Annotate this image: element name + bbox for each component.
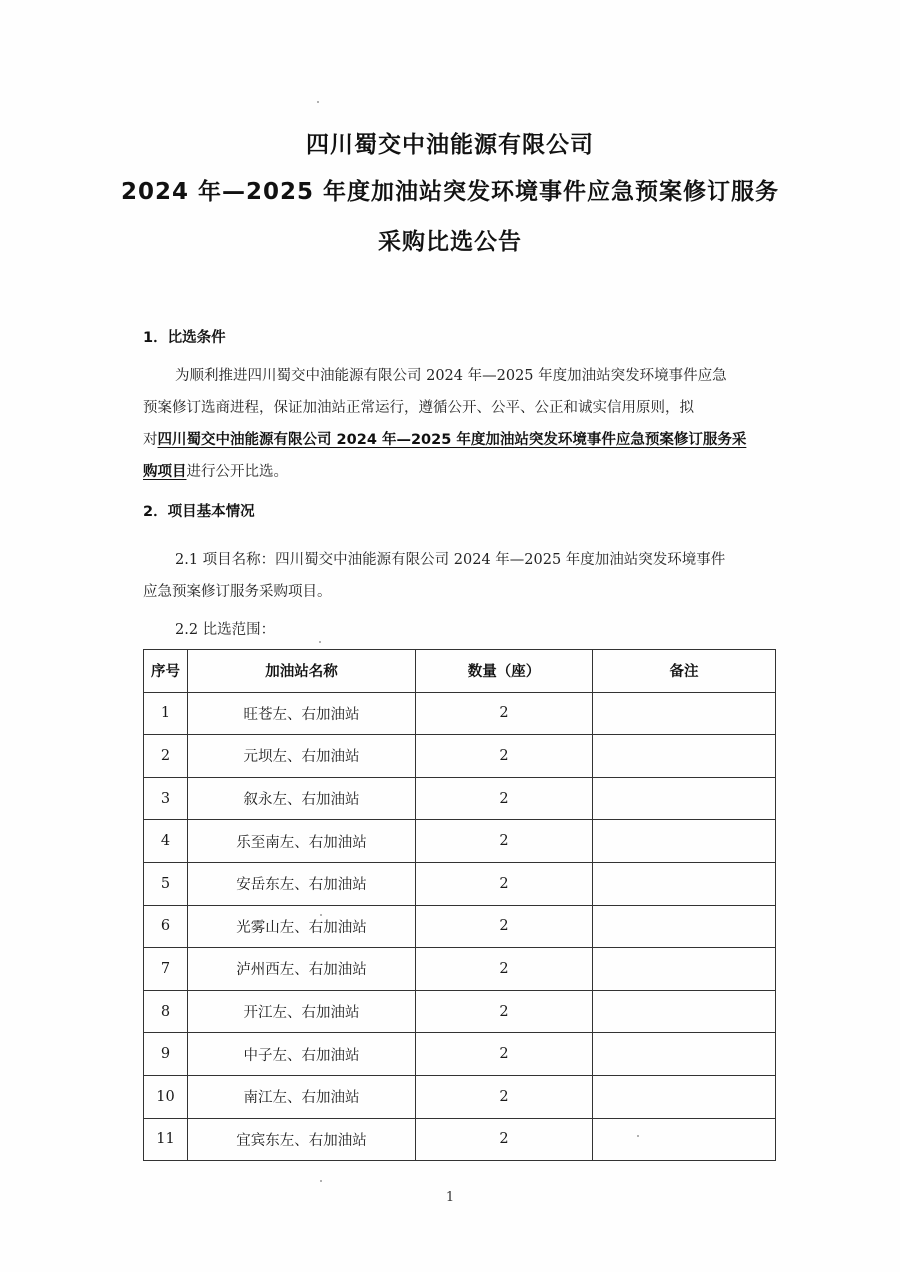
scan-speck	[319, 641, 321, 643]
scan-speck	[320, 1180, 322, 1182]
row-number-cell: 4	[144, 820, 188, 863]
station-name-cell: 安岳东左、右加油站	[188, 862, 416, 905]
quantity-cell: 2	[416, 820, 593, 863]
station-name-cell: 旺苍左、右加油站	[188, 692, 416, 735]
station-name-cell: 宜宾东左、右加油站	[188, 1118, 416, 1161]
station-name-cell: 元坝左、右加油站	[188, 735, 416, 778]
row-number-cell: 7	[144, 948, 188, 991]
row-number-cell: 8	[144, 990, 188, 1033]
table-row	[144, 905, 776, 948]
quantity-cell: 2	[416, 692, 593, 735]
section-1-line-2: 预案修订选商进程，保证加油站正常运行，遵循公开、公平、公正和诚实信用原则，拟	[143, 400, 694, 416]
table-body	[144, 692, 776, 1161]
row-number-cell: 10	[144, 1075, 188, 1118]
remarks-cell	[593, 692, 776, 735]
section-2-heading: 2．项目基本情况	[143, 504, 255, 520]
station-name-cell: 开江左、右加油站	[188, 990, 416, 1033]
remarks-cell	[593, 735, 776, 778]
item-2-1-line-2: 应急预案修订服务采购项目。	[143, 584, 332, 600]
project-name-emphasis-2: 购项目	[143, 464, 187, 480]
quantity-cell: 2	[416, 1033, 593, 1076]
row-number-cell: 5	[144, 862, 188, 905]
quantity-cell: 2	[416, 1118, 593, 1161]
row-number-cell: 9	[144, 1033, 188, 1076]
row-number-cell: 1	[144, 692, 188, 735]
item-2-2-label: 2.2 比选范围：	[175, 622, 276, 638]
item-2-1-paragraph	[143, 544, 775, 608]
remarks-cell	[593, 1118, 776, 1161]
quantity-cell: 2	[416, 905, 593, 948]
quantity-cell: 2	[416, 1075, 593, 1118]
quantity-cell: 2	[416, 862, 593, 905]
quantity-cell: 2	[416, 777, 593, 820]
remarks-cell	[593, 820, 776, 863]
row-number-cell: 6	[144, 905, 188, 948]
quantity-cell: 2	[416, 735, 593, 778]
section-1-line-1: 为顺利推进四川蜀交中油能源有限公司 2024 年—2025 年度加油站突发环境事件应急	[175, 368, 727, 384]
table-row	[144, 1033, 776, 1076]
scan-speck	[637, 1135, 639, 1137]
table-header-row	[144, 650, 776, 693]
quantity-cell: 2	[416, 990, 593, 1033]
remarks-cell	[593, 1075, 776, 1118]
remarks-cell	[593, 777, 776, 820]
table-row	[144, 777, 776, 820]
header-quantity: 数量（座）	[416, 650, 593, 693]
remarks-cell	[593, 905, 776, 948]
station-name-cell: 泸州西左、右加油站	[188, 948, 416, 991]
table-row	[144, 1118, 776, 1161]
scan-speck	[320, 914, 322, 916]
page-number: 1	[445, 1190, 455, 1205]
section-1-line-3-prefix: 对	[143, 432, 158, 448]
table-row	[144, 692, 776, 735]
scan-speck	[317, 101, 319, 103]
section-1-heading: 1．比选条件	[143, 330, 226, 346]
doc-title-line-3: 采购比选公告	[378, 229, 522, 255]
table-row	[144, 1075, 776, 1118]
station-name-cell: 乐至南左、右加油站	[188, 820, 416, 863]
section-1-line-4	[143, 456, 775, 488]
row-number-cell: 11	[144, 1118, 188, 1161]
quantity-cell: 2	[416, 948, 593, 991]
table-row	[144, 735, 776, 778]
scope-table	[143, 649, 776, 1161]
station-name-cell: 南江左、右加油站	[188, 1075, 416, 1118]
table-row	[144, 820, 776, 863]
section-1-paragraph	[143, 360, 775, 488]
section-1-line-3	[143, 424, 775, 456]
project-name-emphasis-1: 四川蜀交中油能源有限公司 2024 年—2025 年度加油站突发环境事件应急预案修订服务采	[157, 432, 747, 448]
remarks-cell	[593, 948, 776, 991]
station-name-cell: 中子左、右加油站	[188, 1033, 416, 1076]
station-name-cell: 光雾山左、右加油站	[188, 905, 416, 948]
remarks-cell	[593, 1033, 776, 1076]
section-1-line-4-suffix: 进行公开比选。	[186, 464, 288, 480]
header-station-name: 加油站名称	[188, 650, 416, 693]
doc-title-line-2: 2024 年—2025 年度加油站突发环境事件应急预案修订服务	[120, 179, 780, 205]
header-no: 序号	[144, 650, 188, 693]
table-row	[144, 990, 776, 1033]
row-number-cell: 2	[144, 735, 188, 778]
remarks-cell	[593, 862, 776, 905]
doc-title-line-1: 四川蜀交中油能源有限公司	[306, 132, 594, 158]
station-name-cell: 叙永左、右加油站	[188, 777, 416, 820]
row-number-cell: 3	[144, 777, 188, 820]
header-remarks: 备注	[593, 650, 776, 693]
item-2-1-line-1: 2.1 项目名称：四川蜀交中油能源有限公司 2024 年—2025 年度加油站突发环境事件	[175, 552, 726, 568]
table-row	[144, 948, 776, 991]
table-row	[144, 862, 776, 905]
remarks-cell	[593, 990, 776, 1033]
